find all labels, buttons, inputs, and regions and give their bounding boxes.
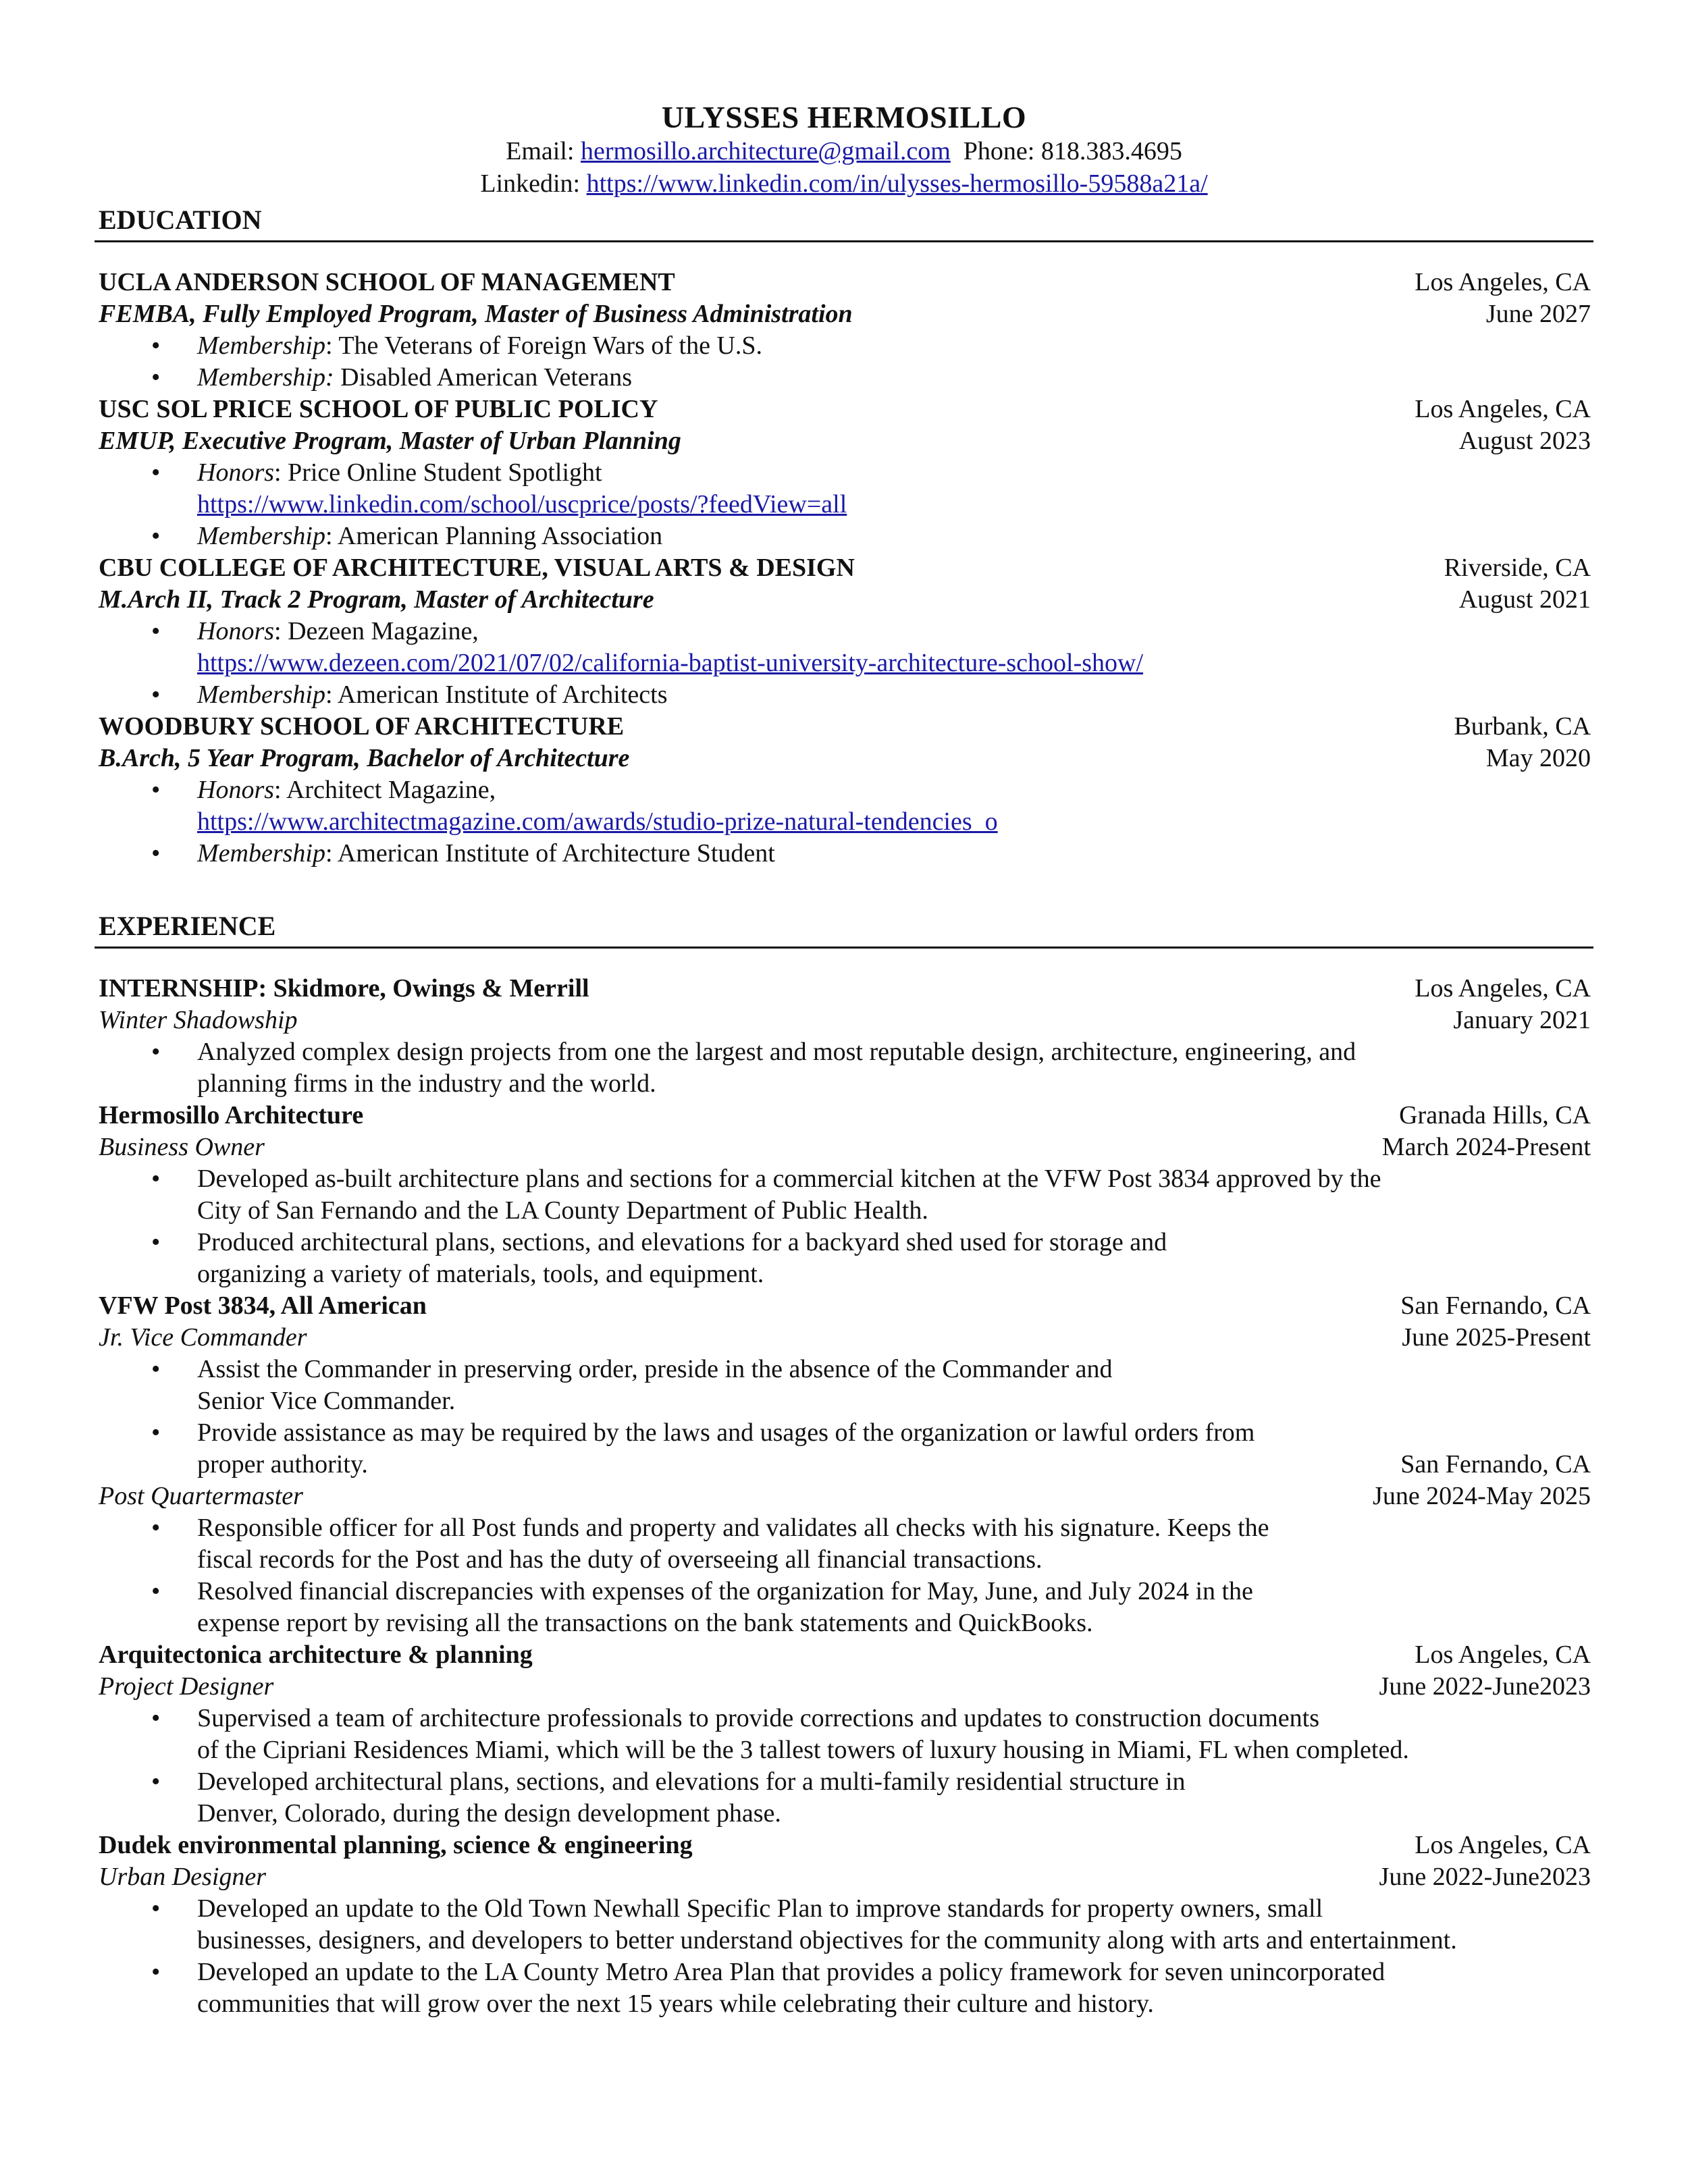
item-text: : American Institute of Architecture Student — [325, 839, 775, 868]
bullet-text: expense report by revising all the transactions on the bank statements and QuickBooks. — [197, 1609, 1093, 1637]
employer-name: Arquitectonica architecture & planning — [99, 1641, 533, 1669]
job-dates: June 2022-June2023 — [1379, 1672, 1591, 1701]
education-entry — [95, 394, 1593, 552]
bullet-text: Resolved financial discrepancies with expenses of the organization for May, June, and July 2024 in the — [197, 1577, 1253, 1605]
item-text: : American Institute of Architects — [325, 681, 668, 709]
list-item: • Membership: Disabled American Veterans — [151, 363, 633, 392]
job-dates: June 2024-May 2025 — [1373, 1482, 1591, 1510]
education-heading: EDUCATION — [99, 205, 262, 235]
school-name: USC SOL PRICE SCHOOL OF PUBLIC POLICY — [99, 395, 658, 423]
bullet-text: planning firms in the industry and the world. — [197, 1069, 656, 1098]
education-entry — [95, 711, 1593, 870]
list-item: • Responsible officer for all Post funds and property and validates all checks with his signature. Keeps the fiscal records for the Post and has the duty of overseeing all financial transactions. — [95, 1512, 1593, 1576]
list-item: • Honors: Architect Magazine, https://www.architectmagazine.com/awards/studio-prize-natural-tendencies_o — [95, 774, 1593, 838]
resume-header — [0, 100, 1688, 200]
education-entry — [95, 552, 1593, 711]
bullet-text: Provide assistance as may be required by the laws and usages of the organization or lawful orders from — [197, 1418, 1255, 1447]
item-text: : The Veterans of Foreign Wars of the U.S. — [325, 331, 763, 360]
graduation-date: August 2023 — [1458, 427, 1591, 455]
job-dates: June 2025-Present — [1402, 1323, 1591, 1352]
bullet-text: proper authority. — [197, 1450, 368, 1479]
bullet-text: Assist the Commander in preserving order, preside in the absence of the Commander and — [197, 1355, 1113, 1383]
list-item: • Resolved financial discrepancies with expenses of the organization for May, June, and July 2024 in the expense report by revising all the transactions on the bank statements and QuickBooks. — [95, 1576, 1593, 1639]
job-location: Los Angeles, CA — [1415, 1641, 1591, 1669]
item-text: : Price Online Student Spotlight — [274, 458, 602, 487]
job-title: Post Quartermaster — [99, 1482, 303, 1510]
experience-section — [95, 910, 1593, 2020]
item-label: Membership — [197, 522, 325, 550]
school-name: WOODBURY SCHOOL OF ARCHITECTURE — [99, 712, 625, 741]
employer-name: Hermosillo Architecture — [99, 1101, 364, 1129]
school-name: UCLA ANDERSON SCHOOL OF MANAGEMENT — [99, 268, 675, 296]
education-section — [95, 204, 1593, 870]
list-item: • Membership: American Institute of Architecture Student — [151, 839, 775, 868]
job-dates: March 2024-Present — [1381, 1133, 1591, 1161]
bullet-text: Senior Vice Commander. — [197, 1387, 456, 1415]
employer-name: INTERNSHIP: Skidmore, Owings & Merrill — [99, 974, 589, 1003]
bullet-text: Developed architectural plans, sections, and elevations for a multi-family residential structure in — [197, 1767, 1186, 1796]
bullet-text: communities that will grow over the next 15 years while celebrating their culture and history. — [197, 1990, 1154, 2018]
honors-link[interactable]: https://www.dezeen.com/2021/07/02/california-baptist-university-architecture-school-show/ — [197, 649, 1144, 677]
list-item: • Membership: American Planning Association — [151, 522, 663, 550]
bullet-text: businesses, designers, and developers to better understand objectives for the community along with arts and entertainment. — [197, 1926, 1457, 1954]
bullet-text: Developed as-built architecture plans and sections for a commercial kitchen at the VFW Post 3834 approved by the — [197, 1165, 1381, 1193]
experience-entry — [95, 1830, 1593, 2020]
list-item: • Produced architectural plans, sections, and elevations for a backyard shed used for storage and organizing a variety of materials, tools, and equipment. — [95, 1227, 1593, 1290]
honors-link[interactable]: https://www.architectmagazine.com/awards/studio-prize-natural-tendencies_o — [197, 807, 998, 836]
item-label: Honors — [197, 458, 275, 487]
item-text: : Architect Magazine, — [274, 776, 496, 804]
job-title: Winter Shadowship — [99, 1006, 298, 1034]
job-location: San Fernando, CA — [1400, 1291, 1591, 1320]
job-dates: January 2021 — [1453, 1006, 1591, 1034]
job-title: Jr. Vice Commander — [99, 1323, 307, 1352]
graduation-date: May 2020 — [1485, 744, 1591, 772]
bullet-text: Responsible officer for all Post funds and property and validates all checks with his signature. Keeps the — [197, 1514, 1269, 1542]
email-label: Email: — [506, 137, 575, 165]
list-item: • Analyzed complex design projects from one the largest and most reputable design, architecture, engineering, and planning firms in the industry and the world. — [95, 1036, 1593, 1100]
item-text: Disabled American Veterans — [334, 363, 633, 392]
phone-number: 818.383.4695 — [1040, 137, 1182, 165]
list-item: • Developed an update to the Old Town Newhall Specific Plan to improve standards for property owners, small businesses, designers, and developers to better understand objectives for the community along with arts and entertainment. — [95, 1893, 1593, 1956]
bullet-text: organizing a variety of materials, tools, and equipment. — [197, 1260, 764, 1288]
experience-divider — [95, 947, 1593, 949]
degree: M.Arch II, Track 2 Program, Master of Architecture — [99, 585, 654, 614]
degree: FEMBA, Fully Employed Program, Master of Business Administration — [99, 300, 853, 328]
email-link[interactable]: hermosillo.architecture@gmail.com — [580, 137, 951, 165]
list-item: • Membership: American Institute of Architects — [151, 681, 668, 709]
job-title: Urban Designer — [99, 1863, 267, 1891]
candidate-name: ULYSSES HERMOSILLO — [661, 100, 1027, 134]
list-item: • Developed an update to the LA County Metro Area Plan that provides a policy framework for seven unincorporated communities that will grow over the next 15 years while celebrating their culture and history. — [95, 1956, 1593, 2020]
graduation-date: August 2021 — [1458, 585, 1591, 614]
bullet-text: Developed an update to the Old Town Newhall Specific Plan to improve standards for property owners, small — [197, 1894, 1323, 1923]
bullet-text: fiscal records for the Post and has the duty of overseeing all financial transactions. — [197, 1545, 1043, 1574]
phone-label: Phone: — [963, 137, 1035, 165]
bullet-text: Analyzed complex design projects from one the largest and most reputable design, architecture, engineering, and — [197, 1038, 1356, 1066]
item-label: Membership — [197, 331, 325, 360]
degree: EMUP, Executive Program, Master of Urban Planning — [99, 427, 681, 455]
bullet-text: Supervised a team of architecture professionals to provide corrections and updates to construction documents — [197, 1704, 1319, 1732]
contact-line — [0, 135, 1688, 167]
job-location: Los Angeles, CA — [1415, 1831, 1591, 1859]
job-dates: June 2022-June2023 — [1379, 1863, 1591, 1891]
school-name: CBU COLLEGE OF ARCHITECTURE, VISUAL ARTS & DESIGN — [99, 554, 855, 582]
linkedin-label: Linkedin: — [480, 169, 581, 198]
job-location: Granada Hills, CA — [1399, 1101, 1591, 1129]
bullet-text: of the Cipriani Residences Miami, which will be the 3 tallest towers of luxury housing in Miami, FL when completed. — [197, 1736, 1409, 1764]
item-label: Membership — [197, 839, 325, 868]
experience-entry — [95, 1100, 1593, 1290]
item-label: Honors — [197, 617, 275, 645]
experience-entry — [95, 1290, 1593, 1639]
linkedin-link[interactable]: https://www.linkedin.com/in/ulysses-hermosillo-59588a21a/ — [586, 169, 1208, 198]
item-text: : American Planning Association — [325, 522, 663, 550]
list-item: • Assist the Commander in preserving order, preside in the absence of the Commander and Senior Vice Commander. — [95, 1354, 1593, 1417]
experience-heading: EXPERIENCE — [99, 911, 276, 941]
item-label: Membership — [197, 681, 325, 709]
list-item: • Membership: The Veterans of Foreign Wars of the U.S. — [151, 331, 763, 360]
education-divider — [95, 240, 1593, 242]
job-title: Project Designer — [99, 1672, 274, 1701]
item-label: Membership: — [197, 363, 334, 392]
bullet-text: City of San Fernando and the LA County Department of Public Health. — [197, 1196, 928, 1225]
list-item: • Supervised a team of architecture professionals to provide corrections and updates to construction documents of the Cipriani Residences Miami, which will be the 3 tallest towers of luxury housing in Miami, FL when completed. — [95, 1703, 1593, 1766]
school-location: Burbank, CA — [1454, 712, 1591, 741]
item-text: : Dezeen Magazine, — [274, 617, 479, 645]
list-item: • Provide assistance as may be required by the laws and usages of the organization or lawful orders from proper authority. San Fernando, CA — [95, 1417, 1593, 1481]
list-item: • Honors: Dezeen Magazine, https://www.dezeen.com/2021/07/02/california-baptist-university-architecture-school-show/ — [95, 616, 1593, 679]
experience-entry — [95, 1639, 1593, 1830]
job-location: San Fernando, CA — [1400, 1450, 1591, 1479]
honors-link[interactable]: https://www.linkedin.com/school/uscprice/posts/?feedView=all — [197, 490, 847, 518]
list-item: • Honors: Price Online Student Spotlight https://www.linkedin.com/school/uscprice/posts/?feedView=all — [95, 457, 1593, 521]
graduation-date: June 2027 — [1485, 300, 1591, 328]
bullet-text: Denver, Colorado, during the design development phase. — [197, 1799, 781, 1828]
employer-name: VFW Post 3834, All American — [99, 1291, 427, 1320]
list-item: • Developed as-built architecture plans and sections for a commercial kitchen at the VFW Post 3834 approved by the City of San Fernando and the LA County Department of Public Health. — [95, 1163, 1593, 1227]
bullet-text: Produced architectural plans, sections, and elevations for a backyard shed used for storage and — [197, 1228, 1167, 1256]
education-entry — [95, 267, 1593, 394]
item-label: Honors — [197, 776, 275, 804]
school-location: Los Angeles, CA — [1415, 395, 1591, 423]
school-location: Riverside, CA — [1444, 554, 1591, 582]
employer-name: Dudek environmental planning, science & engineering — [99, 1831, 693, 1859]
school-location: Los Angeles, CA — [1415, 268, 1591, 296]
job-title: Business Owner — [99, 1133, 265, 1161]
bullet-text: Developed an update to the LA County Metro Area Plan that provides a policy framework for seven unincorporated — [197, 1958, 1386, 1986]
degree: B.Arch, 5 Year Program, Bachelor of Architecture — [99, 744, 630, 772]
experience-entry — [95, 973, 1593, 1100]
list-item: • Developed architectural plans, sections, and elevations for a multi-family residential structure in Denver, Colorado, during the design development phase. — [95, 1766, 1593, 1830]
linkedin-line — [0, 167, 1688, 200]
job-location: Los Angeles, CA — [1415, 974, 1591, 1003]
